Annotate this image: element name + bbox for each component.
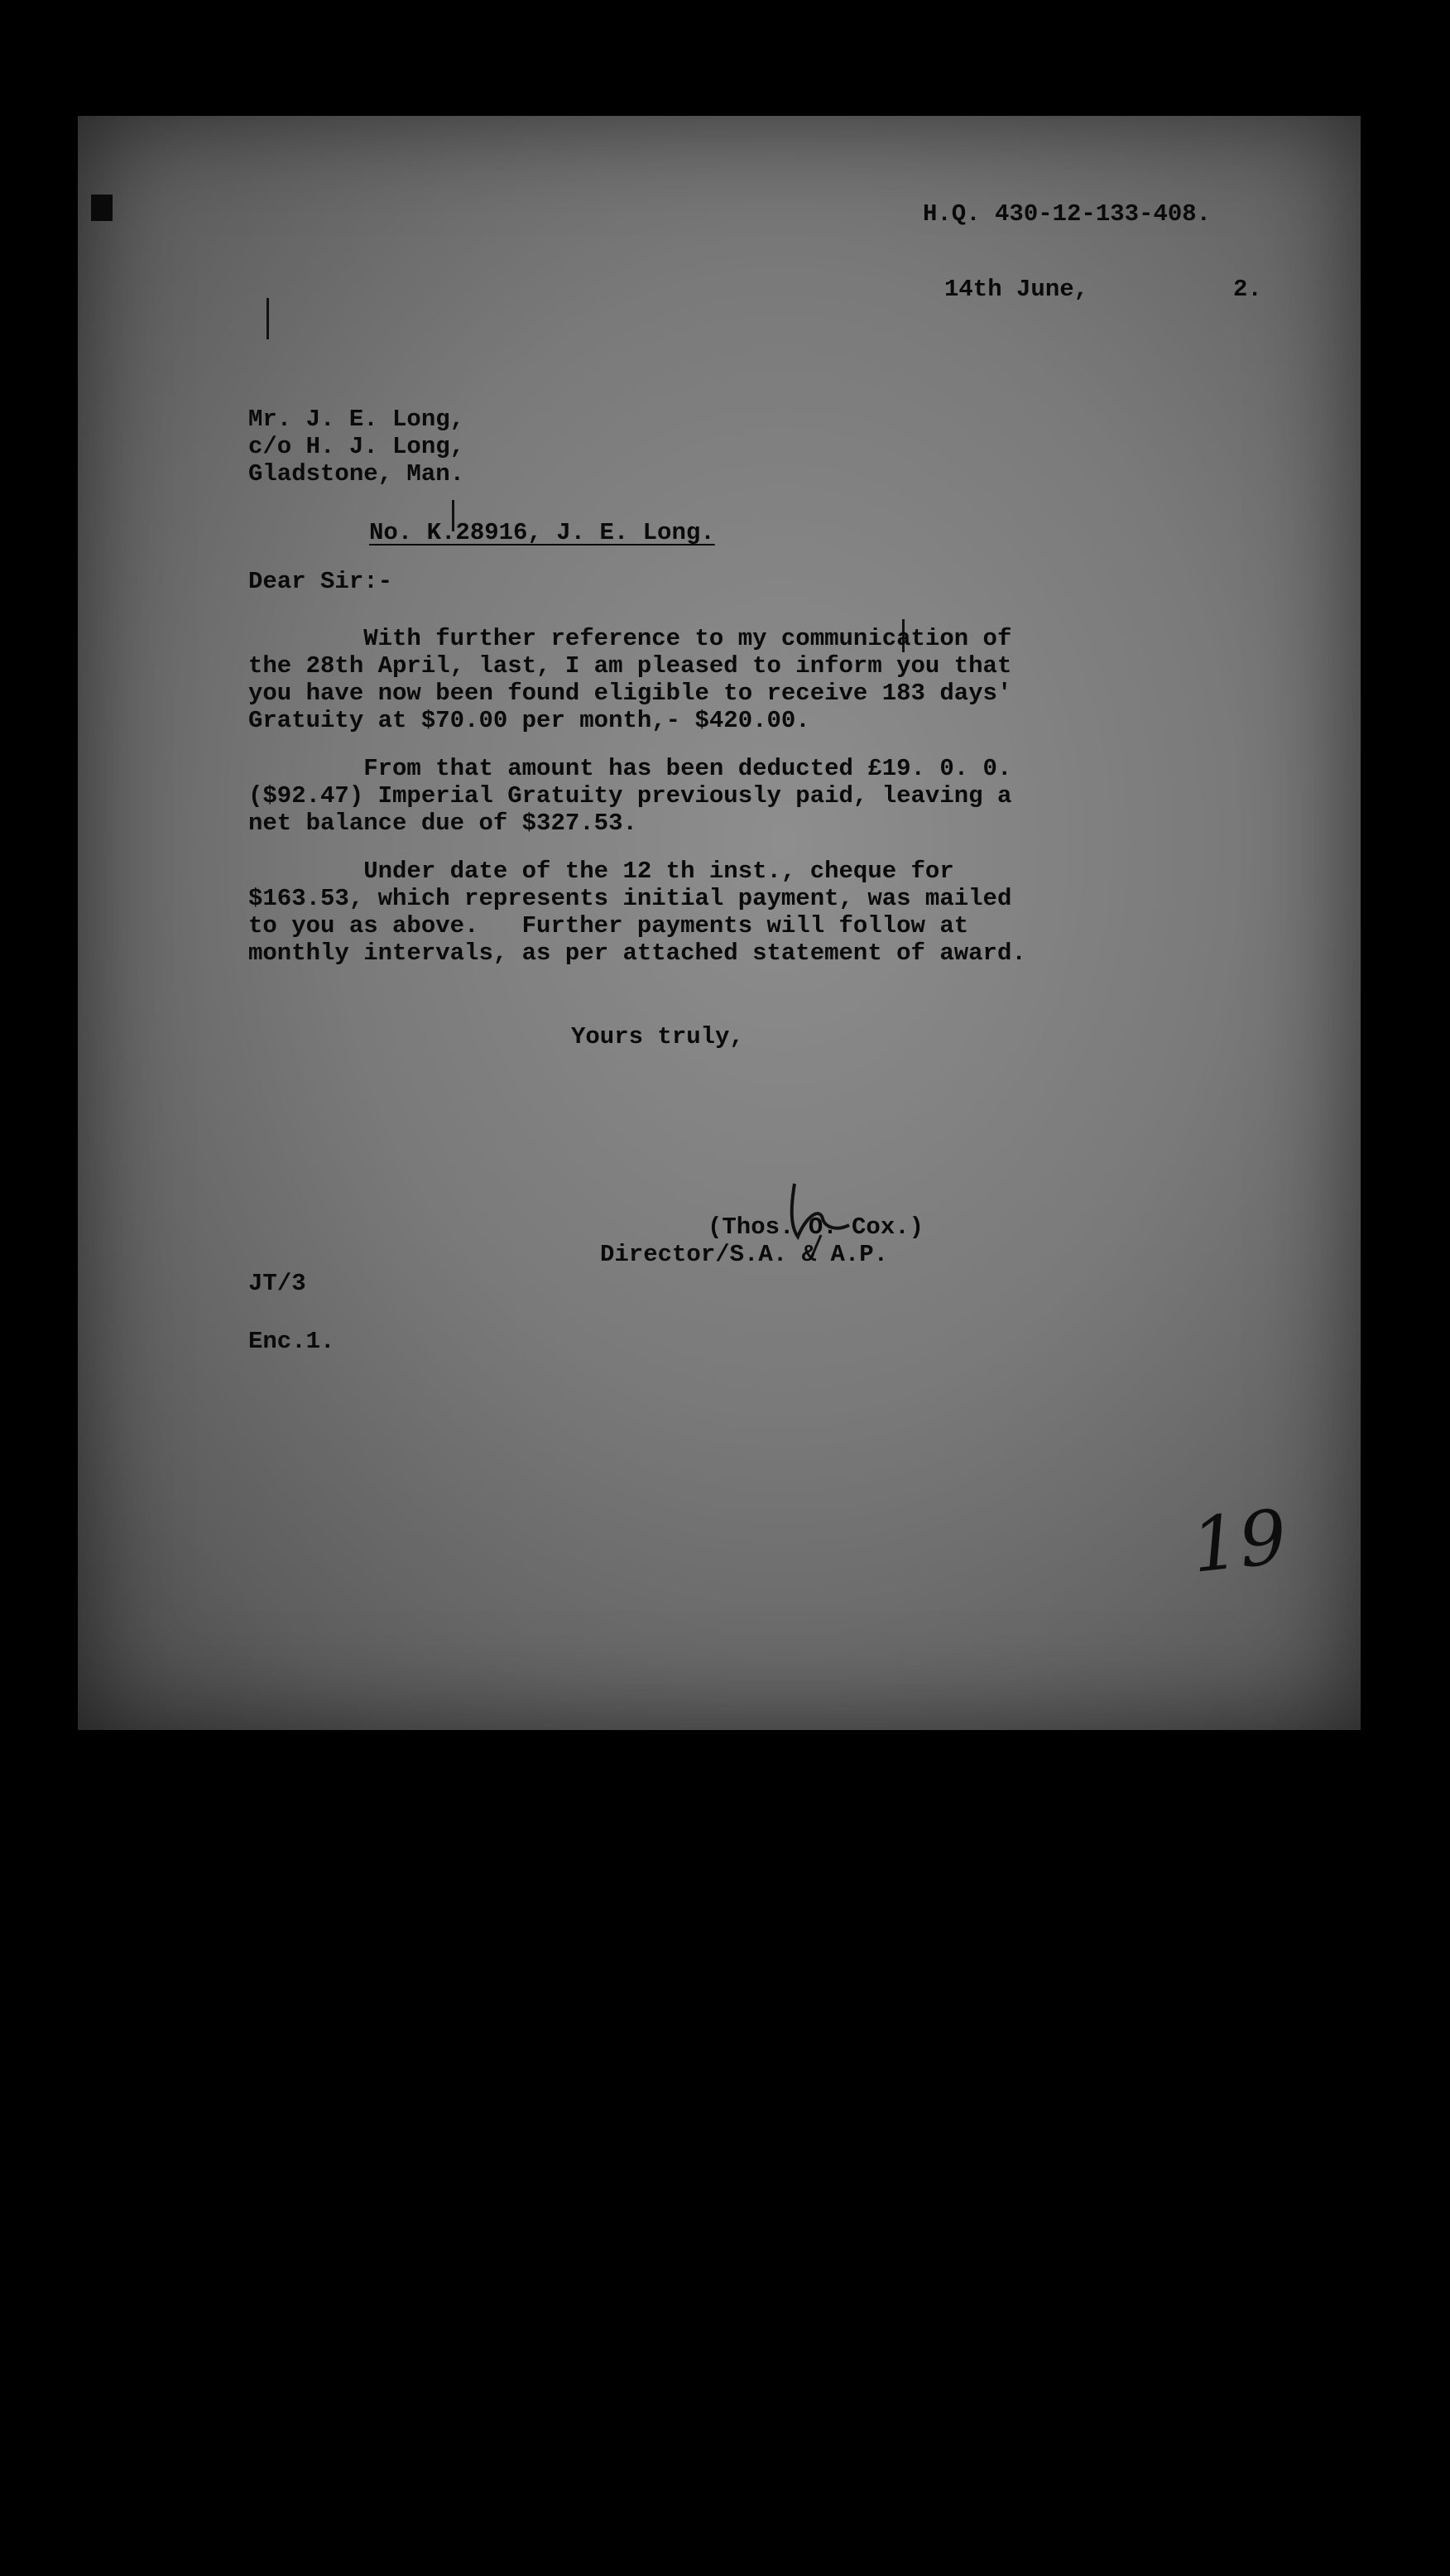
paragraph-deduction	[248, 755, 1011, 837]
subject-line: No. K.28916, J. E. Long.	[369, 519, 715, 546]
text-line: Under date of the 12 th inst., cheque for	[248, 858, 954, 885]
text-line: From that amount has been deducted £19. 0. 0.	[248, 755, 1012, 782]
text-line: ($92.47) Imperial Gratuity previously paid, leaving a	[248, 782, 1012, 810]
paragraph-eligibility	[248, 625, 1011, 734]
salutation: Dear Sir:-	[248, 568, 393, 595]
text-line: $163.53, which represents initial payment, was mailed	[248, 885, 1012, 912]
corner-punch-mark	[91, 195, 113, 221]
page-number: 2.	[1233, 276, 1262, 303]
text-line: monthly intervals, as per attached statement of award.	[248, 940, 1026, 967]
handwritten-page-number: 19	[1187, 1493, 1291, 1590]
enclosure-note: Enc.1.	[248, 1328, 335, 1355]
signer-name: (Thos. O. Cox.)	[708, 1214, 924, 1241]
text-line: the 28th April, last, I am pleased to inform you that	[248, 652, 1012, 680]
text-line: With further reference to my communication of	[248, 625, 1012, 652]
text-line: Gratuity at $70.00 per month,- $420.00.	[248, 707, 810, 734]
file-reference: H.Q. 430-12-133-408.	[923, 200, 1212, 228]
address-line: Gladstone, Man.	[248, 460, 465, 488]
signer-title: Director/S.A. & A.P.	[600, 1241, 889, 1268]
recipient-address	[248, 406, 464, 488]
text-line: to you as above. Further payments will follow at	[248, 912, 969, 940]
typist-initials: JT/3	[248, 1270, 306, 1297]
margin-tick-mark	[266, 298, 269, 339]
text-line: net balance due of $327.53.	[248, 810, 637, 837]
text-line: you have now been found eligible to receive 183 days'	[248, 680, 1012, 707]
address-line: c/o H. J. Long,	[248, 433, 465, 460]
closing: Yours truly,	[571, 1023, 744, 1050]
paragraph-payment	[248, 858, 1026, 967]
address-line: Mr. J. E. Long,	[248, 406, 465, 433]
letter-date: 14th June,	[944, 276, 1089, 303]
signature-block	[600, 1214, 924, 1268]
